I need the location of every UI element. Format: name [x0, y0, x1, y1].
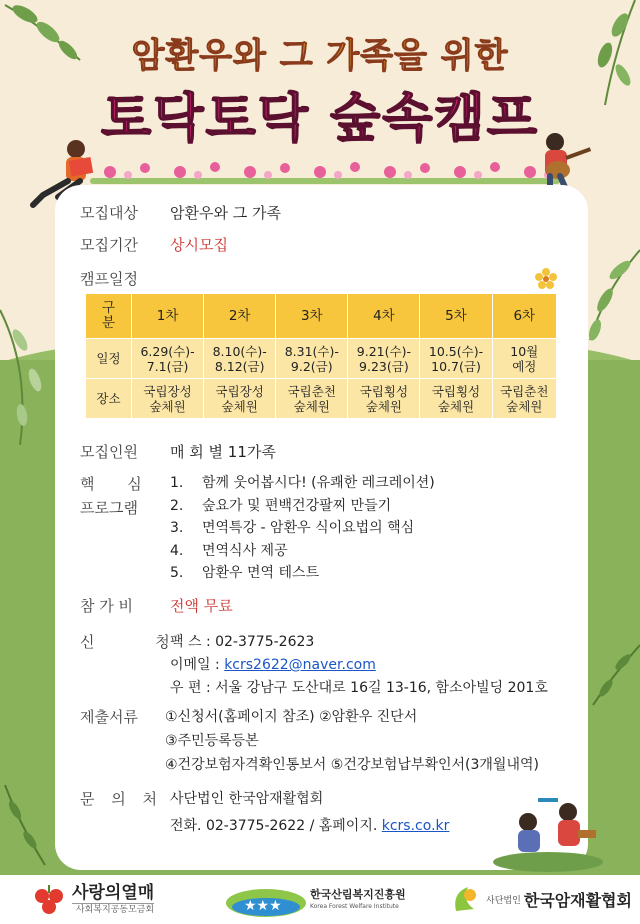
fee-label: 참 가 비 — [80, 597, 134, 615]
round-4: 4차 — [348, 294, 420, 339]
list-item: 3. 면역특강 - 암환우 식이요법의 핵심 — [170, 520, 415, 536]
schedule-date-row — [86, 339, 557, 379]
schedule-header-top: 구 — [101, 300, 116, 316]
fee-value: 전액 무료 — [170, 597, 233, 615]
logo-love-fruit — [32, 875, 154, 924]
list-item: 2. 숲요가 및 편백건강팔찌 만들기 — [170, 497, 392, 514]
program-label-line2: 프로그램 — [80, 499, 138, 517]
list-item: 4. 면역식사 제공 — [170, 542, 288, 559]
kcrs-logo-icon — [448, 883, 482, 917]
date-cell-1: 6.29(수)- 7.1(금) — [132, 339, 204, 379]
leaf-branch-bottom-left-icon — [0, 780, 60, 870]
place-row-label: 장소 — [86, 379, 132, 419]
flower-border-icon — [90, 150, 560, 190]
place-cell-1: 국립장성 숲체원 — [132, 379, 204, 419]
schedule-header-bottom: 분 — [101, 315, 116, 331]
people-illustration-icon — [488, 790, 603, 872]
schedule-header-cell — [86, 294, 132, 339]
period-label: 모집기간 — [80, 236, 138, 254]
target-value: 암환우와 그 가족 — [170, 204, 281, 222]
list-item: 5. 암환우 면역 테스트 — [170, 565, 320, 581]
logo3-prefix: 사단법인 — [486, 896, 521, 906]
leaf-branch-right-icon — [580, 240, 640, 350]
love-fruit-logo-icon — [32, 882, 66, 918]
footer — [0, 875, 640, 924]
apply-label: 신 청 — [80, 633, 198, 651]
place-cell-5: 국립횡성 숲체원 — [420, 379, 492, 419]
place-cell-2: 국립장성 숲체원 — [204, 379, 276, 419]
apply-email-line — [170, 654, 376, 674]
contact-label: 문 의 처 — [80, 790, 164, 808]
poster-title-line1: 암환우와 그 가족을 위한 — [131, 36, 509, 76]
logo2-sub: Korea Forest Welfare Institute — [310, 903, 399, 910]
date-cell-3: 8.31(수)- 9.2(금) — [276, 339, 348, 379]
email-link[interactable]: kcrs2622@naver.com — [224, 657, 376, 673]
logo3-text: 한국암재활협회 — [523, 891, 632, 910]
round-3: 3차 — [276, 294, 348, 339]
date-cell-2: 8.10(수)- 8.12(금) — [204, 339, 276, 379]
schedule-label: 캠프일정 — [80, 270, 138, 288]
date-row-label: 일정 — [86, 339, 132, 379]
poster-title-line2: 토닥토닥 숲속캠프 — [101, 89, 539, 149]
program-list — [170, 472, 435, 585]
documents-line3: ④건강보험자격확인통보서 ⑤건강보험납부확인서(3개월내역) — [165, 757, 539, 773]
apply-mail: 우 편 : 서울 강남구 도산대로 16길 13-16, 함소아빌딩 201호 — [170, 680, 548, 696]
date-cell-4: 9.21(수)- 9.23(금) — [348, 339, 420, 379]
apply-fax: 팩 스 : 02-3775-2623 — [170, 634, 315, 650]
logo1-text: 사랑의열매 — [72, 883, 155, 903]
documents-label: 제출서류 — [80, 708, 138, 726]
svg-text:★★★: ★★★ — [244, 897, 282, 914]
round-6: 6차 — [492, 294, 556, 339]
recruit-value: 매 회 별 11가족 — [170, 443, 276, 461]
leaf-branch-left-icon — [0, 300, 60, 450]
list-item: 1. 함께 웃어봅시다! (유쾌한 레크레이션) — [170, 475, 435, 491]
schedule-header-row — [86, 294, 557, 339]
leaf-branch-bottom-right-icon — [588, 640, 640, 710]
program-label-line1: 핵 심 — [80, 475, 156, 493]
date-cell-6: 10월 예정 — [492, 339, 556, 379]
website-link[interactable]: kcrs.co.kr — [381, 818, 450, 834]
round-2: 2차 — [204, 294, 276, 339]
logo2-text: 한국산림복지진흥원 — [310, 888, 406, 901]
date-cell-5: 10.5(수)- 10.7(금) — [420, 339, 492, 379]
yellow-flower-icon — [535, 268, 557, 290]
documents-line1: ①신청서(홈페이지 참조) ②암환우 진단서 — [165, 709, 418, 725]
place-cell-6: 국립춘천 숲체원 — [492, 379, 556, 419]
logo-kcrs — [448, 875, 632, 924]
forest-welfare-logo-icon — [226, 883, 306, 917]
recruit-label: 모집인원 — [80, 443, 138, 461]
round-5: 5차 — [420, 294, 492, 339]
apply-email-label: 이메일 : — [170, 657, 225, 673]
schedule-table — [85, 293, 557, 419]
logo1-sub: 사회복지공동모금회 — [72, 903, 154, 916]
period-value: 상시모집 — [170, 236, 228, 254]
documents-line2: ③주민등록등본 — [165, 733, 259, 749]
contact-phone: 전화. 02-3775-2622 / 홈페이지. — [170, 818, 382, 834]
logo-forest-welfare — [226, 875, 406, 924]
contact-line — [170, 815, 449, 835]
schedule-place-row — [86, 379, 557, 419]
contact-org: 사단법인 한국암재활협회 — [170, 791, 324, 807]
target-label: 모집대상 — [80, 204, 138, 222]
place-cell-4: 국립횡성 숲체원 — [348, 379, 420, 419]
place-cell-3: 국립춘천 숲체원 — [276, 379, 348, 419]
round-1: 1차 — [132, 294, 204, 339]
